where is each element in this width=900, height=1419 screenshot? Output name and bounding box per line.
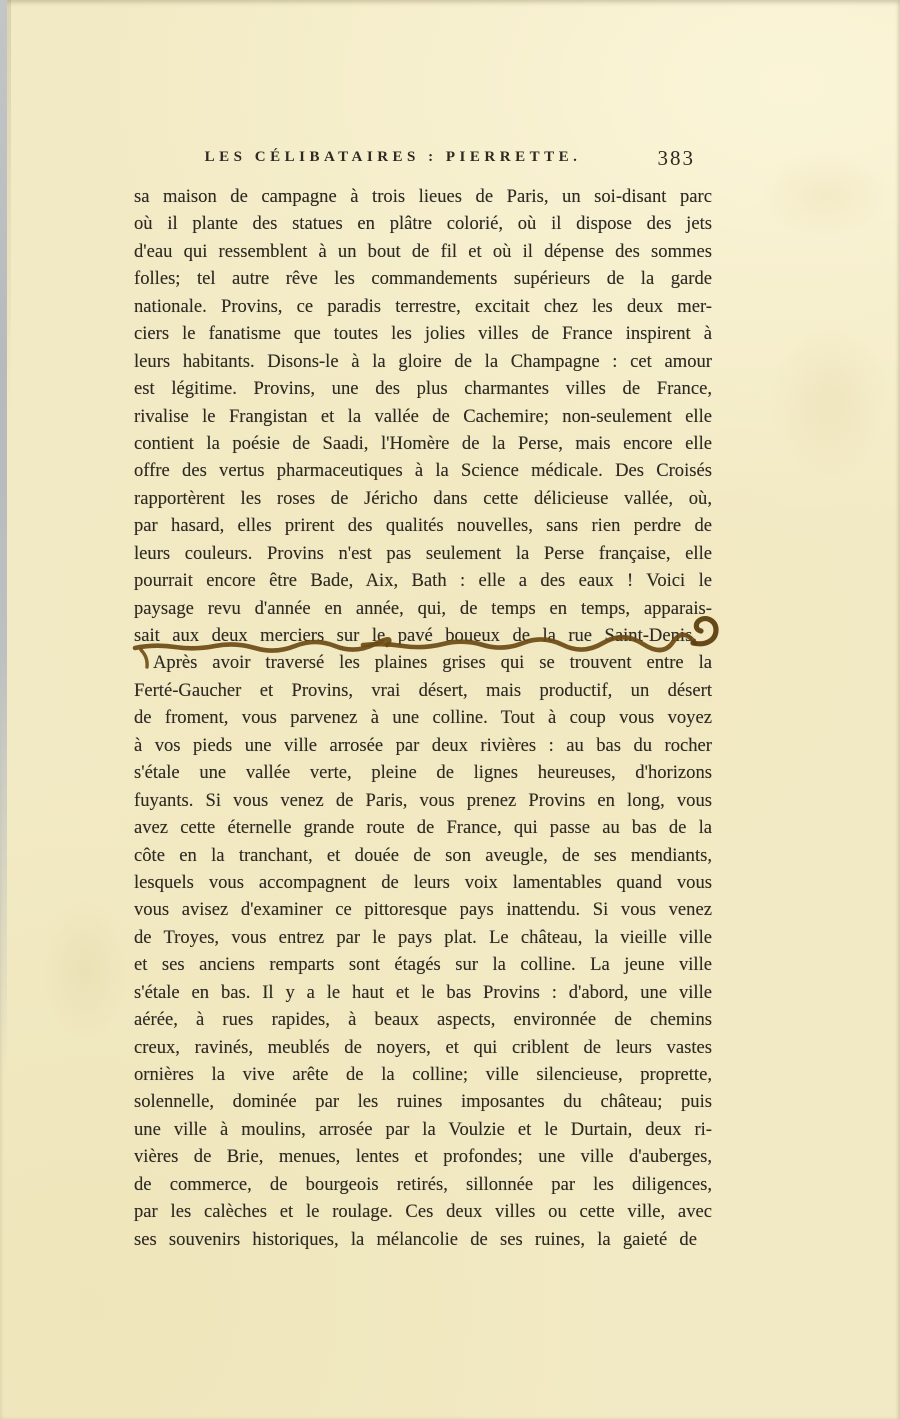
text-line: avez cette éternelle grande route de France, qui passe au bas de la — [134, 817, 712, 839]
text-line: côte en la tranchant, et douée de son aveugle, de ses mendiants, — [134, 844, 712, 866]
text-line: s'étale en bas. Il y a le haut et le bas Provins : d'abord, une ville — [134, 981, 712, 1003]
text-line: s'étale une vallée verte, pleine de lignes heureuses, d'horizons — [134, 762, 712, 784]
text-line: une ville à moulins, arrosée par la Voulzie et le Durtain, deux ri- — [134, 1118, 712, 1140]
paper-blotch — [760, 150, 890, 240]
text-line: d'eau qui ressemblent à un bout de fil et où il dépense des sommes — [134, 240, 712, 262]
text-line: de Troyes, vous entrez par le pays plat. Le château, la vieille ville — [134, 926, 712, 948]
text-line: vous avisez d'examiner ce pittoresque pays inattendu. Si vous venez — [134, 899, 712, 921]
text-line: ciers le fanatisme que toutes les jolies villes de France inspirent à — [134, 323, 712, 345]
text-line: où il plante des statues en plâtre colorié, où il dispose des jets — [134, 213, 712, 235]
text-line: ses souvenirs historiques, la mélancolie de ses ruines, la gaieté de — [134, 1228, 697, 1250]
paper-blotch — [40, 900, 130, 1040]
running-title: LES CÉLIBATAIRES : PIERRETTE. — [204, 149, 582, 165]
text-line: par les calèches et le roulage. Ces deux villes ou cette ville, avec — [134, 1201, 712, 1223]
text-line: sa maison de campagne à trois lieues de Paris, un soi-disant parc — [134, 186, 712, 207]
text-line: pourrait encore être Bade, Aix, Bath : elle a des eaux ! Voici le — [134, 570, 712, 592]
text-line: de commerce, de bourgeois retirés, sillonnée par les diligences, — [134, 1173, 712, 1195]
text-line: nationale. Provins, ce paradis terrestre, excitait chez les deux mer- — [134, 295, 712, 317]
text-line: à vos pieds une ville arrosée par deux rivières : au bas du rocher — [134, 734, 712, 756]
text-line: fuyants. Si vous venez de Paris, vous prenez Provins en long, vous — [134, 789, 712, 811]
text-line: leurs couleurs. Provins n'est pas seulement la Perse française, elle — [134, 542, 712, 564]
text-line: Ferté-Gaucher et Provins, vrai désert, mais productif, un désert — [134, 679, 712, 701]
text-line: rapportèrent les roses de Jéricho dans cette délicieuse vallée, où, — [134, 487, 712, 509]
text-line: creux, ravinés, meublés de noyers, et qui criblent de leurs vastes — [134, 1036, 712, 1058]
text-line: par hasard, elles prirent des qualités nouvelles, sans rien perdre de — [134, 515, 712, 537]
page-number: 383 — [657, 146, 695, 170]
text-line: et ses anciens remparts sont étagés sur la colline. La jeune ville — [134, 954, 712, 976]
text-line: ornières la vive arête de la colline; ville silencieuse, proprette, — [134, 1064, 712, 1085]
text-block — [134, 183, 712, 1253]
text-line: leurs habitants. Disons-le à la gloire de la Champagne : cet amour — [134, 350, 712, 372]
text-line: offre des vertus pharmaceutiques à la Science médicale. Des Croisés — [134, 460, 712, 482]
text-line: lesquels vous accompagnent de leurs voix lamentables quand vous — [134, 871, 712, 893]
text-line: de froment, vous parvenez à une colline. Tout à coup vous voyez — [134, 707, 712, 729]
text-line: paysage revu d'année en année, qui, de temps en temps, apparais- — [134, 597, 712, 619]
text-line: vières de Brie, menues, lentes et profondes; une ville d'auberges, — [134, 1146, 712, 1168]
text-line: aérée, à rues rapides, à beaux aspects, environnée de chemins — [134, 1009, 712, 1031]
scan-left-edge — [0, 0, 7, 1080]
text-line: sait aux deux merciers sur le pavé boueux de la rue Saint-Denis. — [134, 625, 697, 646]
text-line: rivalise le Frangistan et la vallée de Cachemire; non-seulement elle — [134, 405, 712, 427]
page-header — [134, 146, 712, 176]
text-line: contient la poésie de Saadi, l'Homère de la Perse, mais encore elle — [134, 432, 712, 454]
text-line: folles; tel autre rêve les commandements supérieurs de la garde — [134, 268, 712, 290]
text-line: Après avoir traversé les plaines grises qui se trouvent entre la — [153, 652, 712, 674]
text-line: est légitime. Provins, une des plus charmantes villes de France, — [134, 378, 712, 400]
paper-blotch — [770, 320, 890, 480]
text-line: solennelle, dominée par les ruines imposantes du château; puis — [134, 1091, 712, 1113]
